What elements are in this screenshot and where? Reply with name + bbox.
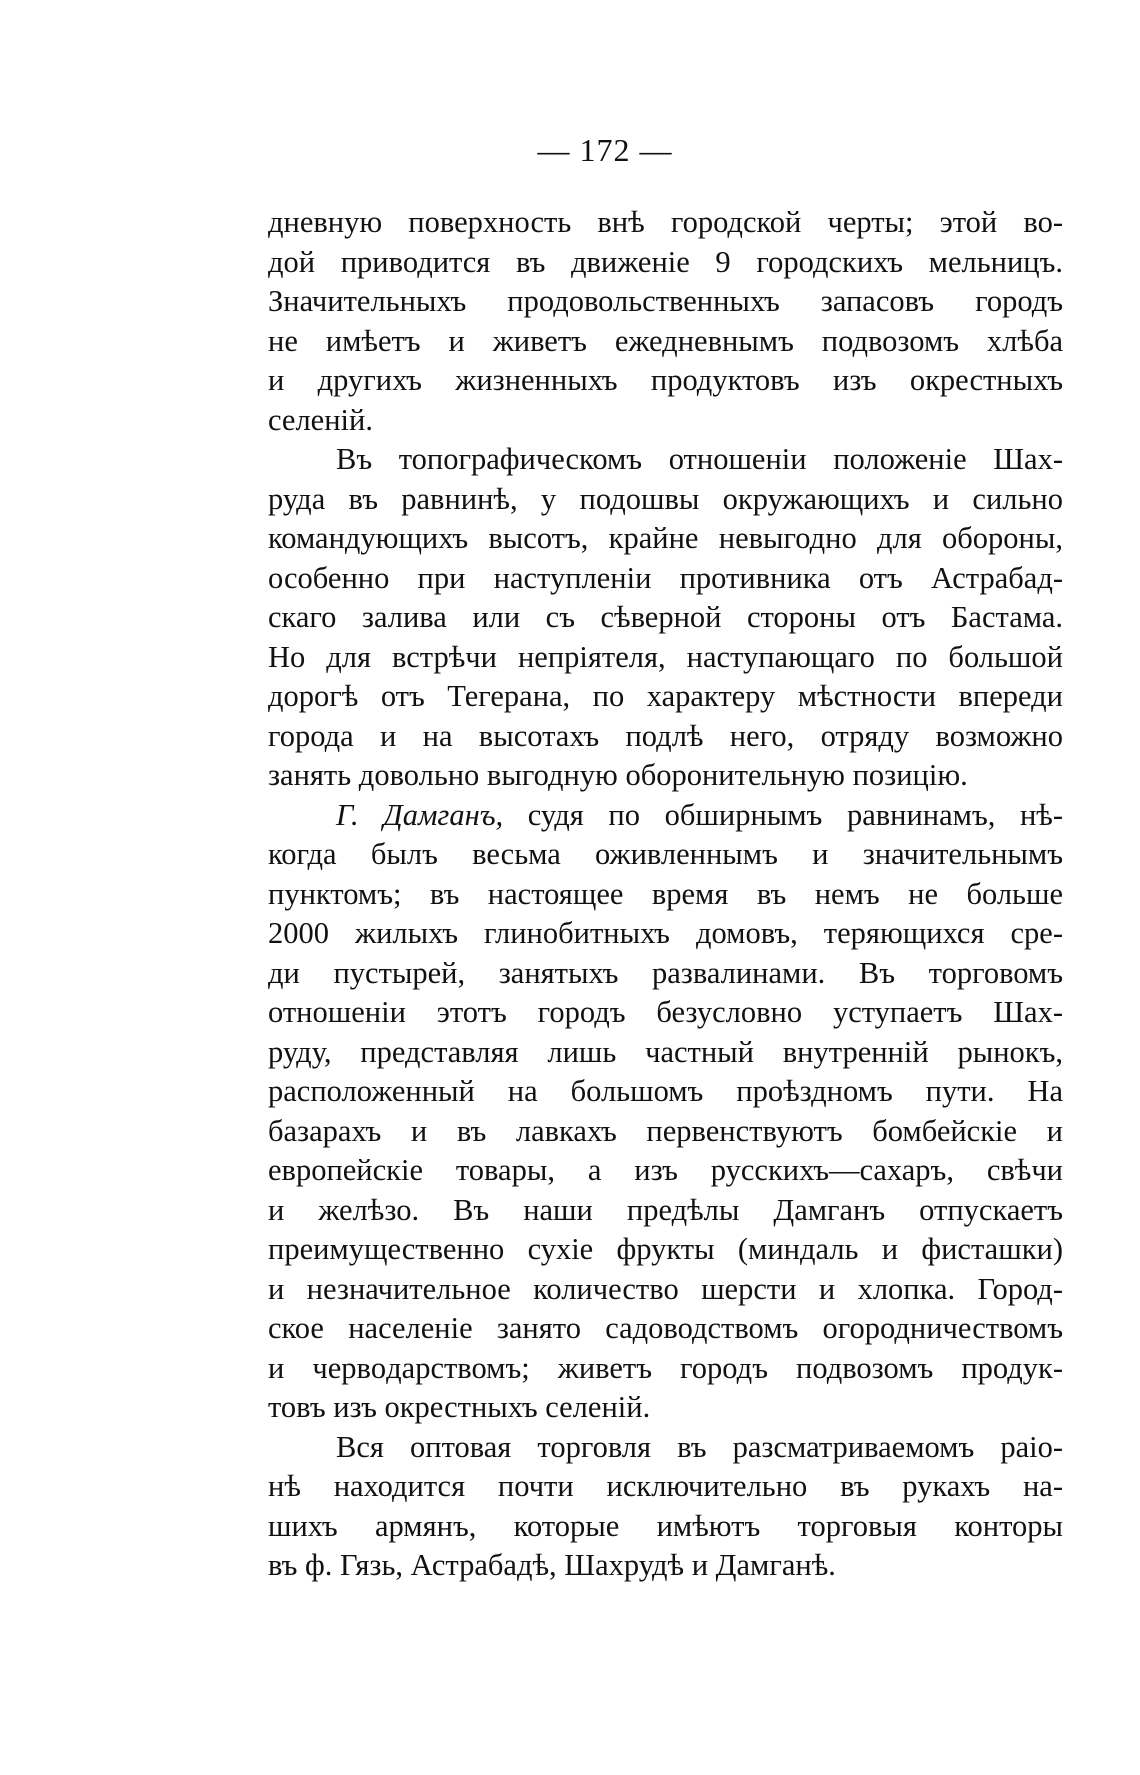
text-line: Вся оптовая торговля въ разсматриваемомъ раіо- xyxy=(336,1429,1063,1464)
place-name-damghan: Г. Дамганъ, xyxy=(336,797,504,832)
text-line: пунктомъ; въ настоящее время въ немъ не больше xyxy=(268,876,1063,911)
text-line: скаго залива или съ сѣверной стороны отъ Бастама. xyxy=(268,600,1063,634)
text-line: базарахъ и въ лавкахъ первенствуютъ бомбейскіе и xyxy=(268,1113,1063,1148)
text-line: Значительныхъ продовольственныхъ запасовъ городъ xyxy=(268,284,1063,318)
text-line: 2000 жилыхъ глинобитныхъ домовъ, теряющихся сре- xyxy=(268,916,1063,950)
text-line: въ ф. Гязь, Астрабадѣ, Шахрудѣ и Дамганѣ. xyxy=(268,1548,836,1582)
text-line: расположенный на большомъ проѣздномъ пути. На xyxy=(268,1074,1063,1108)
text-line: когда былъ весьма оживленнымъ и значительнымъ xyxy=(268,837,1063,871)
text-line: занять довольно выгодную оборонительную позицію. xyxy=(268,758,968,792)
text-line: ское населеніе занято садоводствомъ огородничествомъ xyxy=(268,1311,1063,1345)
text-line: руду, представляя лишь частный внутренній рынокъ, xyxy=(268,1034,1063,1069)
text-line: города и на высотахъ подлѣ него, отряду возможно xyxy=(268,718,1063,753)
text-line: и желѣзо. Въ наши предѣлы Дамганъ отпускаетъ xyxy=(268,1192,1063,1227)
text-line: селеній. xyxy=(268,402,373,437)
text-line: не имѣетъ и живетъ ежедневнымъ подвозомъ хлѣба xyxy=(268,323,1063,358)
text-line: европейскіе товары, а изъ русскихъ—сахаръ, свѣчи xyxy=(268,1153,1063,1187)
text-line xyxy=(268,796,1063,836)
text-line: отношеніи этотъ городъ безусловно уступаетъ Шах- xyxy=(268,995,1063,1029)
body-text xyxy=(268,203,1063,1586)
page-number: — 172 — xyxy=(537,132,673,168)
paragraph-3 xyxy=(268,796,1063,1428)
text-line: дневную поверхность внѣ городской черты; этой во- xyxy=(268,205,1063,239)
text-line: дой приводится въ движеніе 9 городскихъ мельницъ. xyxy=(268,244,1063,279)
text-line: особенно при наступленіи противника отъ Астрабад- xyxy=(268,560,1063,595)
text-line: и червoдарствомъ; живетъ городъ подвозомъ продук- xyxy=(268,1350,1063,1385)
text-line: шихъ армянъ, которые имѣютъ торговыя конторы xyxy=(268,1508,1063,1543)
text-line: Въ топографическомъ отношеніи положеніе Шах- xyxy=(336,442,1063,476)
text-line-rest: судя по обширнымъ равнинамъ, нѣ- xyxy=(527,797,1064,832)
paragraph-4 xyxy=(268,1428,1063,1586)
text-line: руда въ равнинѣ, у подошвы окружающихъ и сильно xyxy=(268,481,1063,516)
text-line: нѣ находится почти исключительно въ рукахъ на- xyxy=(268,1469,1063,1503)
paragraph-2 xyxy=(268,440,1063,796)
text-line: и другихъ жизненныхъ продуктовъ изъ окрестныхъ xyxy=(268,363,1063,397)
text-line: товъ изъ окрестныхъ селеній. xyxy=(268,1390,651,1424)
paragraph-1 xyxy=(268,203,1063,440)
text-line: командующихъ высотъ, крайне невыгодно для обороны, xyxy=(268,521,1063,555)
text-line: и незначительное количество шерсти и хлопка. Город- xyxy=(268,1271,1063,1306)
text-line: ди пустырей, занятыхъ развалинами. Въ торговомъ xyxy=(268,955,1063,990)
text-line: Но для встрѣчи непріятеля, наступающаго по большой xyxy=(268,639,1063,674)
text-line: преимущественно сухіе фрукты (миндаль и фисташки) xyxy=(268,1232,1063,1266)
text-line: дорогѣ отъ Тегерана, по характеру мѣстности впереди xyxy=(268,679,1063,713)
